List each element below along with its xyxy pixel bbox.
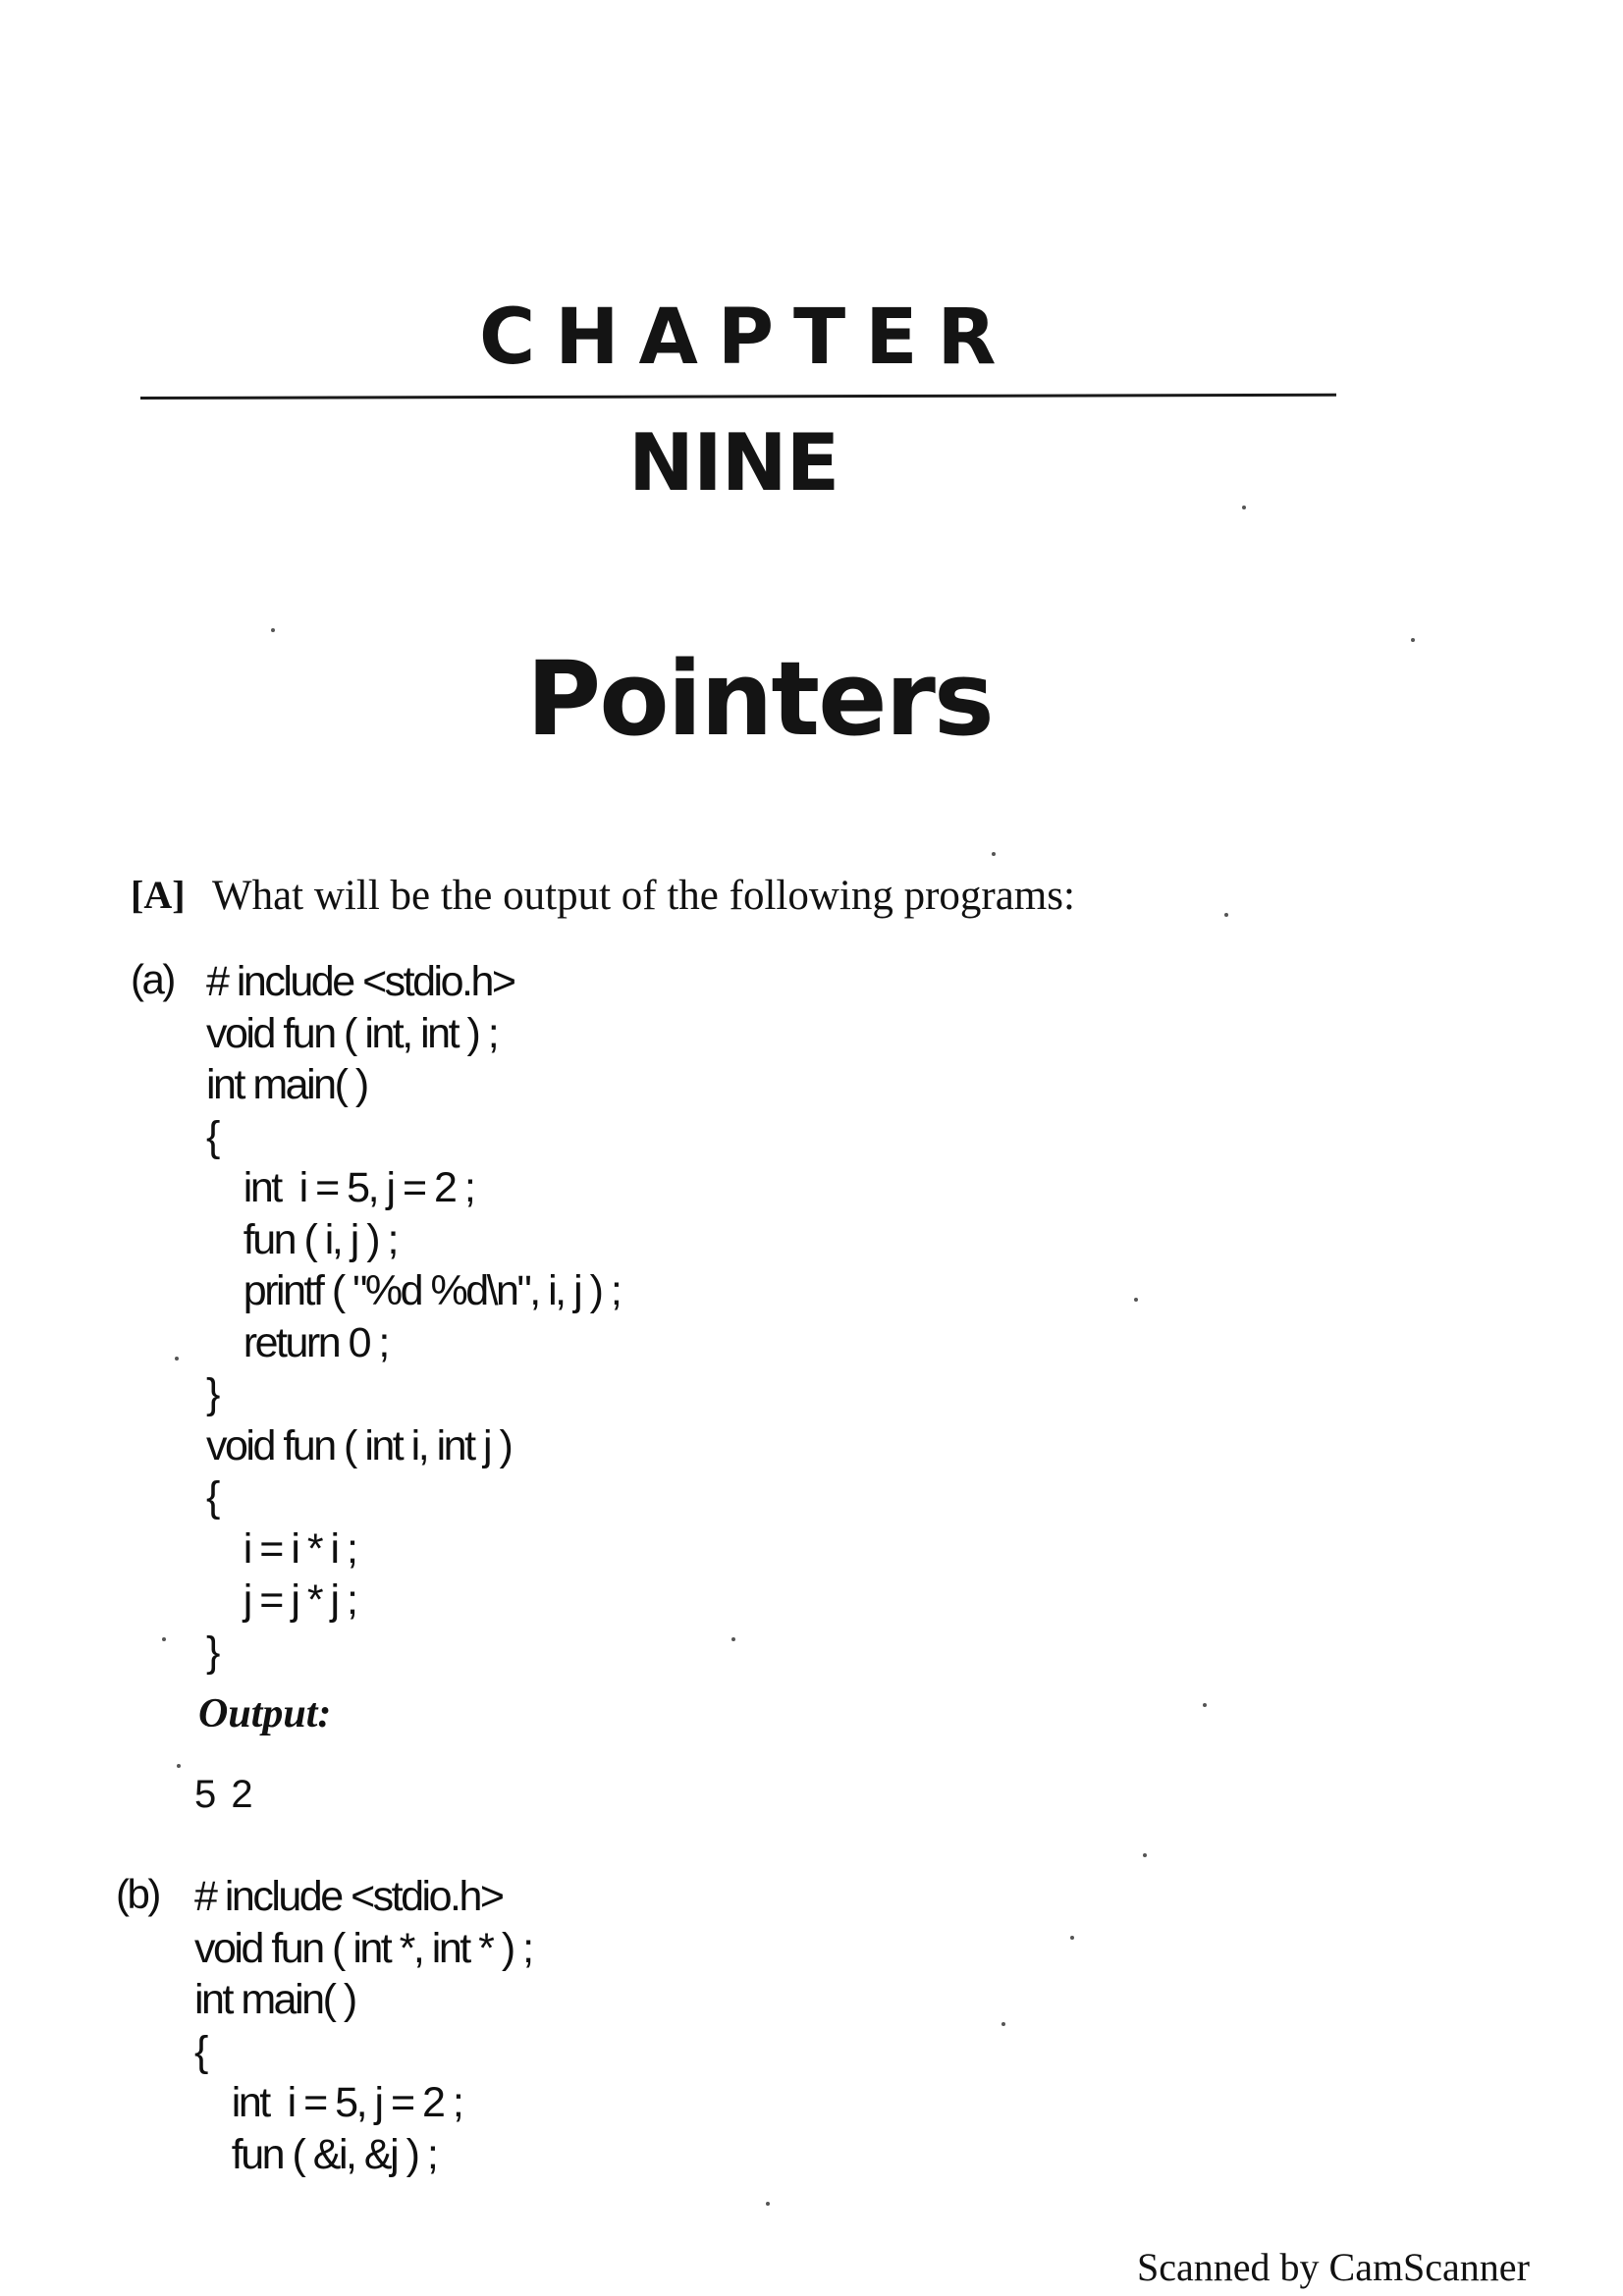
code-line: int main( ) [194,1976,355,2023]
problem-label-b: (b) [116,1871,159,1917]
code-line: void fun ( int, int ) ; [206,1009,498,1057]
code-line: j = j * j ; [206,1576,356,1624]
scan-speck [1242,506,1246,509]
code-line: void fun ( int i, int j ) [206,1421,512,1469]
scan-speck [1134,1298,1138,1302]
chapter-divider-rule [140,394,1336,400]
code-block-b [194,1871,532,2180]
scan-speck [1001,2022,1005,2026]
code-line: # include <stdio.h> [206,958,514,1005]
section-marker: [A] [131,873,186,917]
code-line: } [206,1628,218,1676]
scan-speck [175,1357,179,1361]
code-line: } [206,1370,218,1417]
code-block-a [206,956,620,1678]
scan-speck [731,1637,735,1641]
scan-speck [1224,913,1228,917]
code-line: { [206,1112,218,1160]
chapter-number: NINE [628,417,839,508]
output-label: Output: [198,1691,332,1736]
code-line: fun ( i, j ) ; [206,1215,397,1263]
code-line: # include <stdio.h> [194,1873,503,1920]
scan-speck [177,1764,181,1768]
scan-speck [162,1637,166,1641]
code-line: void fun ( int *, int * ) ; [194,1924,532,1972]
code-line: int i = 5, j = 2 ; [194,2079,462,2126]
section-instruction: What will be the output of the following programs: [212,873,1075,919]
scan-speck [1070,1936,1074,1940]
code-line: { [206,1473,218,1521]
code-line: int i = 5, j = 2 ; [206,1164,474,1211]
code-line: { [194,2027,206,2075]
scan-speck [766,2202,770,2206]
problem-label-a: (a) [131,956,174,1002]
chapter-label: CHAPTER [479,294,1016,382]
code-line: i = i * i ; [206,1524,356,1573]
code-line: int main( ) [206,1061,367,1108]
scan-speck [1411,638,1415,642]
scan-speck [992,852,996,856]
code-line: return 0 ; [206,1318,388,1366]
code-line: printf ( "%d %d\n", i, j ) ; [206,1267,621,1314]
output-value: 5 2 [194,1773,255,1816]
scan-speck [1143,1853,1147,1857]
scan-speck [1203,1703,1207,1707]
scan-speck [271,628,275,632]
code-line: fun ( &i, &j ) ; [194,2130,437,2178]
scanner-watermark: Scanned by CamScanner [1137,2245,1530,2289]
chapter-title: Pointers [526,639,993,759]
